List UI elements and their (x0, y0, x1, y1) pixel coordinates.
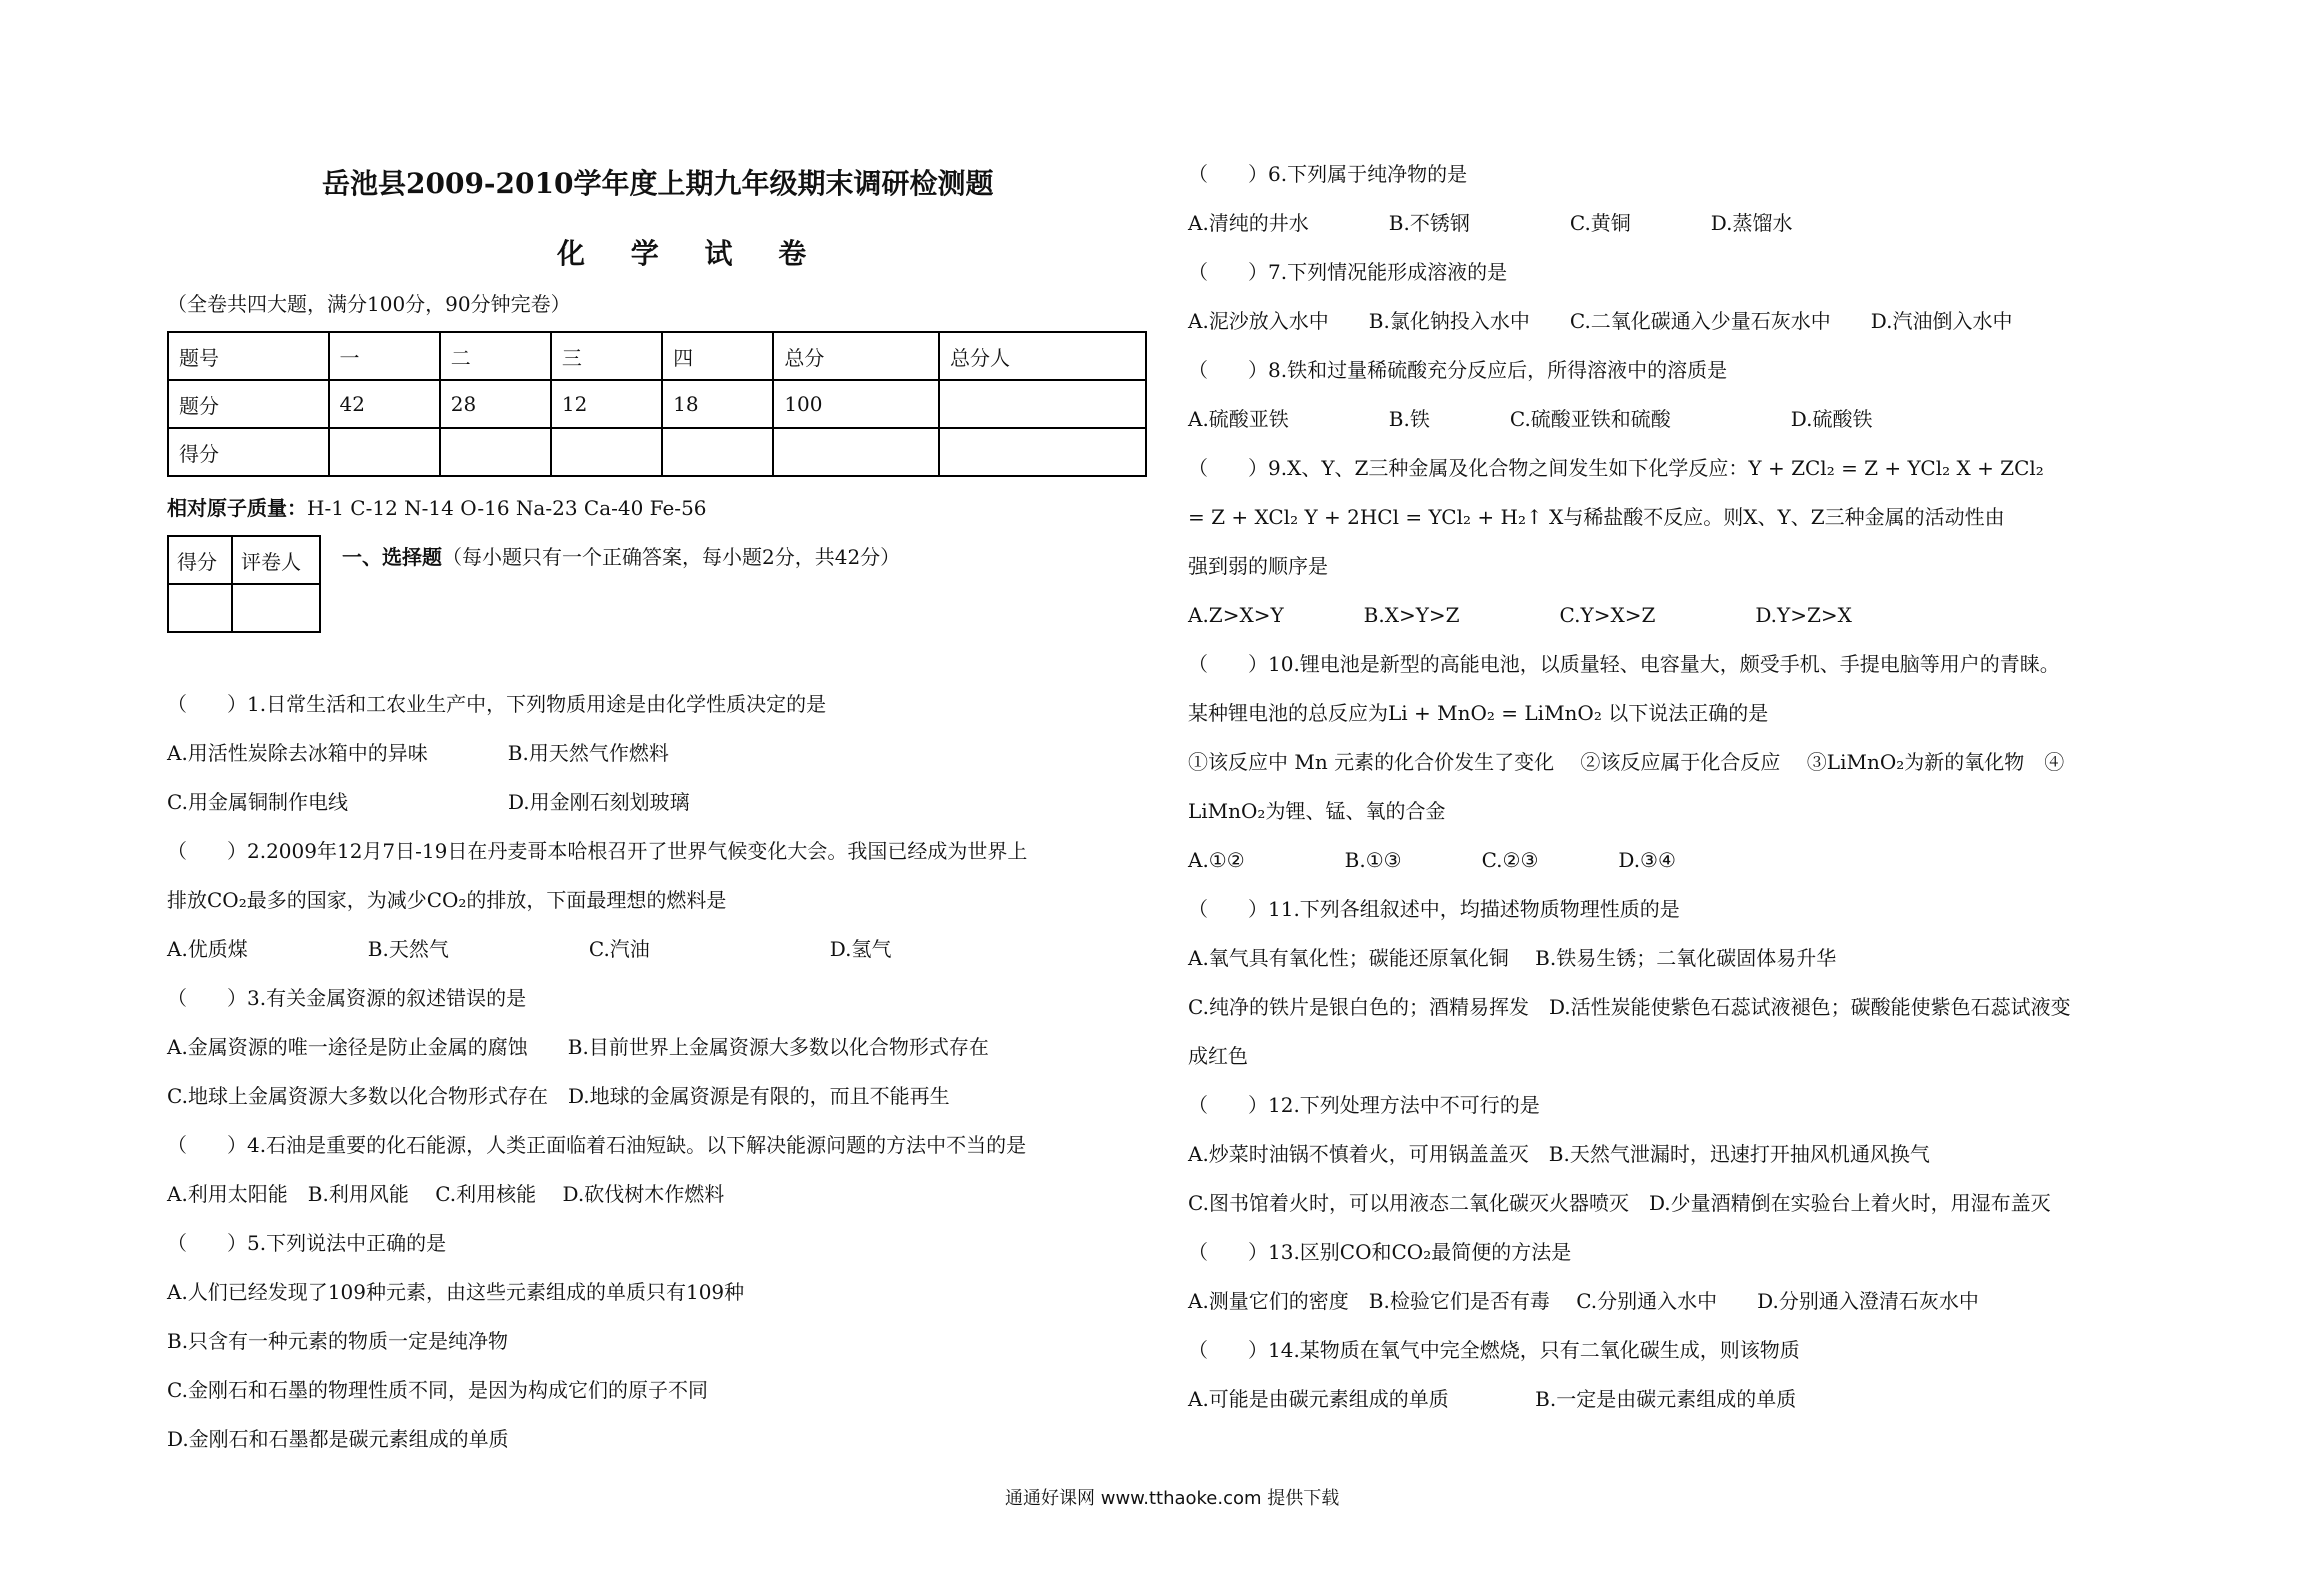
question-line: （ ）5.下列说法中正确的是 (167, 1231, 447, 1255)
question-line: 成红色 (1188, 1044, 1248, 1068)
question-line: LiMnO₂为锂、锰、氧的合金 (1188, 799, 1446, 823)
grader-name-cell (232, 584, 320, 632)
question-line: （ ）7.下列情况能形成溶液的是 (1188, 260, 1508, 284)
score-cell (939, 428, 1146, 476)
question-line: A.炒菜时油锅不慎着火，可用锅盖盖灭 B.天然气泄漏时，迅速打开抽风机通风换气 (1188, 1142, 1930, 1166)
section1-heading (342, 543, 900, 571)
question-line: （ ）3.有关金属资源的叙述错误的是 (167, 986, 527, 1010)
score-row-obtained (168, 428, 1146, 476)
question-line: A.氧气具有氧化性；碳能还原氧化铜 B.铁易生锈；二氧化碳固体易升华 (1188, 946, 1837, 970)
score-cell: 28 (440, 380, 551, 428)
question-line: C.纯净的铁片是银白色的；酒精易挥发 D.活性炭能使紫色石蕊试液褪色；碳酸能使紫色石蕊试液变 (1188, 995, 2071, 1019)
score-cell: 42 (329, 380, 440, 428)
question-line: C.图书馆着火时，可以用液态二氧化碳灭火器喷灭 D.少量酒精倒在实验台上着火时，用湿布盖灭 (1188, 1191, 2051, 1215)
question-line: （ ）9.X、Y、Z三种金属及化合物之间发生如下化学反应：Y + ZCl₂ = Z + YCl₂ X + ZCl₂ (1188, 456, 2044, 480)
question-line: （ ）13.区别CO和CO₂最简便的方法是 (1188, 1240, 1572, 1264)
score-cell: 总分 (773, 332, 939, 380)
exam-subtitle: 化 学 试 卷 (557, 237, 825, 270)
question-line: A.Z>X>Y B.X>Y>Z C.Y>X>Z D.Y>Z>X (1188, 603, 1852, 627)
score-row-header (168, 332, 1146, 380)
grader-table (167, 535, 321, 633)
question-line: A.用活性炭除去冰箱中的异味 B.用天然气作燃料 (167, 741, 669, 765)
question-line: A.利用太阳能 B.利用风能 C.利用核能 D.砍伐树木作燃料 (167, 1182, 725, 1206)
grader-score-label: 得分 (168, 536, 232, 584)
question-line: 排放CO₂最多的国家，为减少CO₂的排放，下面最理想的燃料是 (167, 888, 727, 912)
score-cell: 得分 (168, 428, 329, 476)
page-footer: 通通好课网 www.tthaoke.com 提供下载 (1005, 1488, 1340, 1509)
score-cell (939, 380, 1146, 428)
exam-title: 岳池县2009-2010学年度上期九年级期末调研检测题 (322, 167, 994, 200)
question-line: （ ）8.铁和过量稀硫酸充分反应后，所得溶液中的溶质是 (1188, 358, 1728, 382)
question-line: 强到弱的顺序是 (1188, 554, 1328, 578)
score-cell (329, 428, 440, 476)
question-line: （ ）6.下列属于纯净物的是 (1188, 162, 1468, 186)
question-line: C.用金属铜制作电线 D.用金刚石刻划玻璃 (167, 790, 690, 814)
question-line: （ ）14.某物质在氧气中完全燃烧，只有二氧化碳生成，则该物质 (1188, 1338, 1800, 1362)
score-cell: 二 (440, 332, 551, 380)
score-cell (440, 428, 551, 476)
score-cell: 四 (662, 332, 773, 380)
exam-intro: （全卷共四大题，满分100分，90分钟完卷） (167, 292, 571, 316)
grader-score-cell (168, 584, 232, 632)
score-cell (773, 428, 939, 476)
question-line: A.泥沙放入水中 B.氯化钠投入水中 C.二氧化碳通入少量石灰水中 D.汽油倒入水中 (1188, 309, 2013, 333)
score-table (167, 331, 1147, 477)
section1-note: （每小题只有一个正确答案，每小题2分，共42分） (442, 545, 901, 569)
score-cell: 100 (773, 380, 939, 428)
score-cell: 三 (551, 332, 662, 380)
question-line: （ ）12.下列处理方法中不可行的是 (1188, 1093, 1540, 1117)
question-line: A.测量它们的密度 B.检验它们是否有毒 C.分别通入水中 D.分别通入澄清石灰水中 (1188, 1289, 1979, 1313)
question-line: A.①② B.①③ C.②③ D.③④ (1188, 848, 1676, 872)
question-line: C.地球上金属资源大多数以化合物形式存在 D.地球的金属资源是有限的，而且不能再生 (167, 1084, 950, 1108)
score-cell: 12 (551, 380, 662, 428)
score-cell (551, 428, 662, 476)
atomic-mass-line (167, 494, 707, 522)
atomic-mass-label: 相对原子质量： (167, 496, 307, 520)
question-line: A.硫酸亚铁 B.铁 C.硫酸亚铁和硫酸 D.硫酸铁 (1188, 407, 1873, 431)
score-cell (662, 428, 773, 476)
question-line: B.只含有一种元素的物质一定是纯净物 (167, 1329, 509, 1353)
question-line: C.金刚石和石墨的物理性质不同，是因为构成它们的原子不同 (167, 1378, 708, 1402)
section1-title: 一、选择题 (342, 545, 442, 569)
score-cell: 一 (329, 332, 440, 380)
score-cell: 题分 (168, 380, 329, 428)
question-line: （ ）10.锂电池是新型的高能电池，以质量轻、电容量大，颇受手机、手提电脑等用户的青睐。 (1188, 652, 2060, 676)
question-line: A.清纯的井水 B.不锈钢 C.黄铜 D.蒸馏水 (1188, 211, 1793, 235)
question-line: A.金属资源的唯一途径是防止金属的腐蚀 B.目前世界上金属资源大多数以化合物形式存在 (167, 1035, 989, 1059)
question-line: A.可能是由碳元素组成的单质 B.一定是由碳元素组成的单质 (1188, 1387, 1797, 1411)
score-cell: 题号 (168, 332, 329, 380)
score-row-points (168, 380, 1146, 428)
atomic-mass-values: H-1 C-12 N-14 O-16 Na-23 Ca-40 Fe-56 (307, 496, 707, 520)
question-line: A.优质煤 B.天然气 C.汽油 D.氢气 (167, 937, 892, 961)
question-line: （ ）11.下列各组叙述中，均描述物质物理性质的是 (1188, 897, 1680, 921)
question-line: A.人们已经发现了109种元素，由这些元素组成的单质只有109种 (167, 1280, 745, 1304)
question-line: （ ）1.日常生活和工农业生产中，下列物质用途是由化学性质决定的是 (167, 692, 827, 716)
question-line: 某种锂电池的总反应为Li + MnO₂ = LiMnO₂ 以下说法正确的是 (1188, 701, 1769, 725)
score-cell: 18 (662, 380, 773, 428)
question-line: （ ）2.2009年12月7日-19日在丹麦哥本哈根召开了世界气候变化大会。我国已经成为世界上 (167, 839, 1028, 863)
score-cell: 总分人 (939, 332, 1146, 380)
question-line: （ ）4.石油是重要的化石能源，人类正面临着石油短缺。以下解决能源问题的方法中不当的是 (167, 1133, 1027, 1157)
question-line: = Z + XCl₂ Y + 2HCl = YCl₂ + H₂↑ X与稀盐酸不反应。则X、Y、Z三种金属的活动性由 (1188, 505, 2005, 529)
grader-name-label: 评卷人 (232, 536, 320, 584)
question-line: D.金刚石和石墨都是碳元素组成的单质 (167, 1427, 509, 1451)
question-line: ①该反应中 Mn 元素的化合价发生了变化 ②该反应属于化合反应 ③LiMnO₂为新的氧化物 ④ (1188, 750, 2065, 774)
